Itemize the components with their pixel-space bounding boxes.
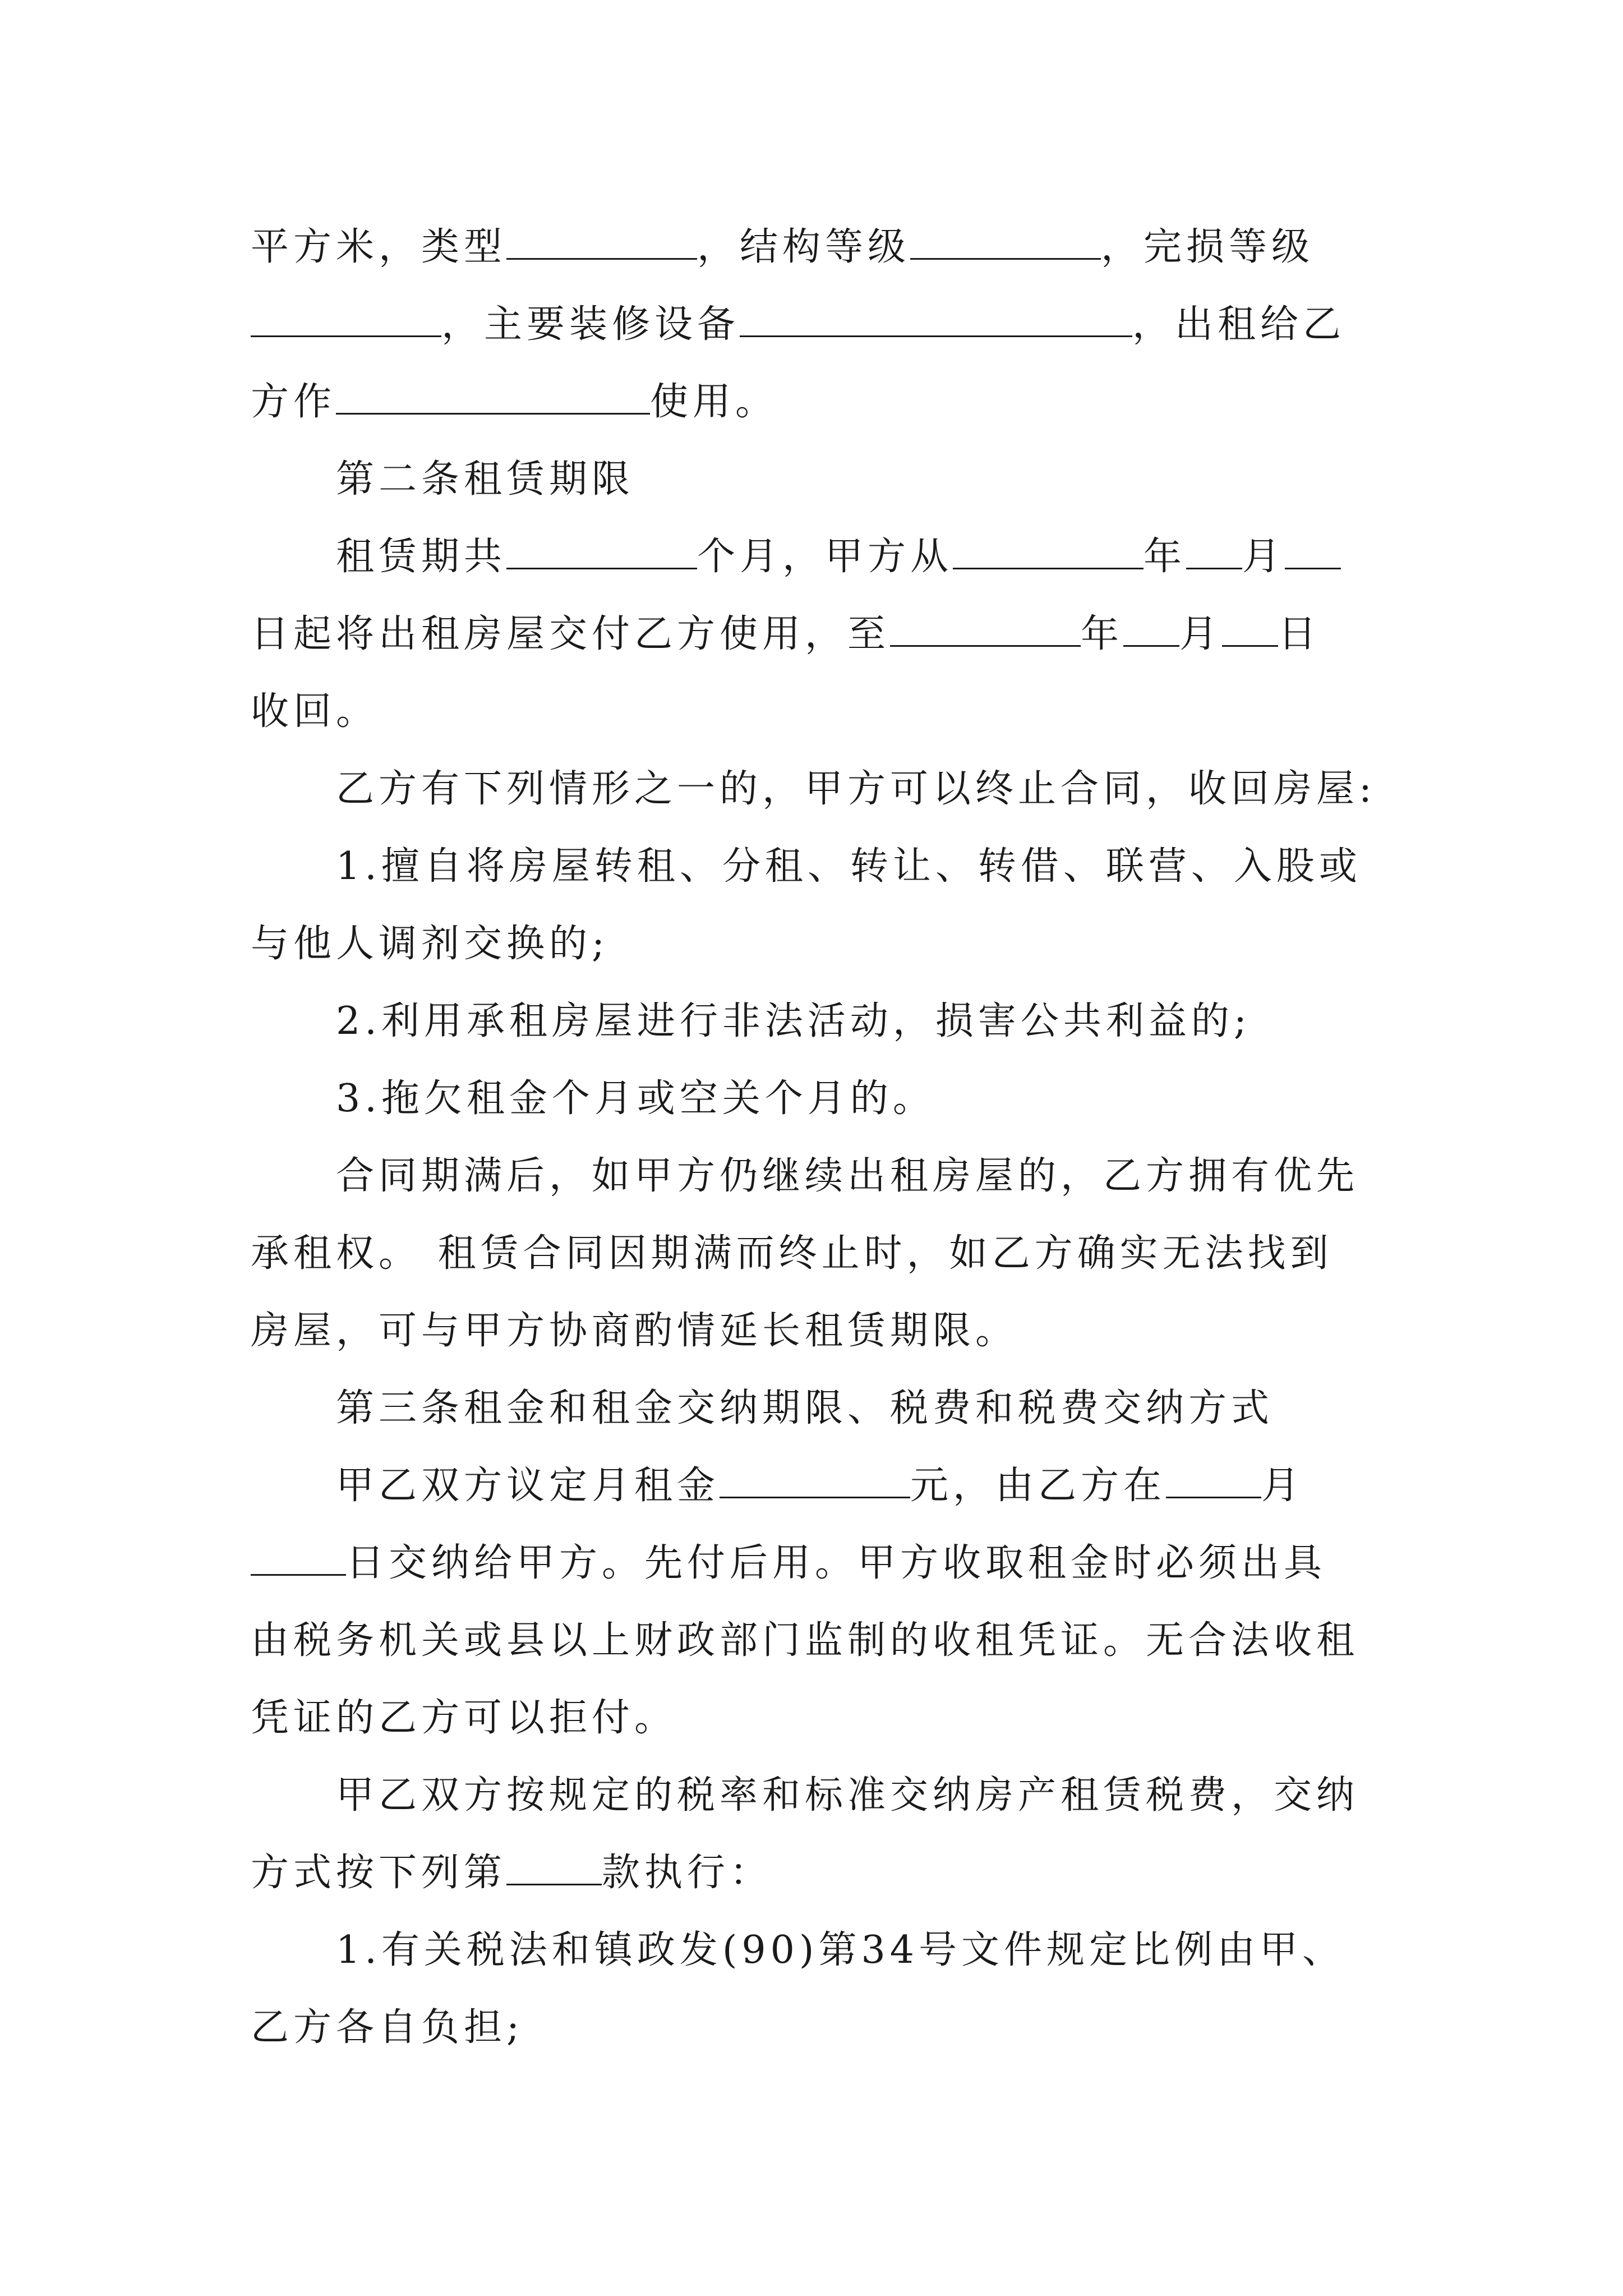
text-segment: 年 xyxy=(1144,535,1187,579)
text-segment: 平方米，类型 xyxy=(251,225,507,269)
text-line: 承租权。 租赁合同因期满而终止时，如乙方确实无法找到 xyxy=(251,1231,1333,1276)
fill-blank xyxy=(740,296,1132,337)
fill-blank xyxy=(1222,606,1278,647)
text-segment: ，结构等级 xyxy=(697,225,911,269)
text-segment: 日 xyxy=(1278,612,1321,656)
list-item: 1.有关税法和镇政发(90)第34号文件规定比例由甲、 xyxy=(336,1928,1345,1972)
text-line xyxy=(251,518,1395,596)
text-segment: 使用。 xyxy=(650,380,778,424)
text-line: 与他人调剂交换的; xyxy=(251,922,609,966)
text-line xyxy=(251,364,1395,441)
text-segment: 款执行： xyxy=(602,1851,773,1895)
text-segment: 月 xyxy=(1242,535,1285,579)
fill-blank xyxy=(1285,528,1341,569)
fill-blank xyxy=(506,1844,602,1885)
text-segment: 甲乙双方议定月租金 xyxy=(336,1464,720,1508)
text-line xyxy=(251,1834,1395,1912)
text-segment: 日起将出租房屋交付乙方使用，至 xyxy=(251,612,891,656)
fill-blank xyxy=(953,528,1144,569)
text-segment: 年 xyxy=(1081,612,1124,656)
fill-blank xyxy=(1166,1457,1261,1498)
text-segment: 方作 xyxy=(251,380,336,424)
text-line: 乙方各自负担; xyxy=(251,2005,524,2050)
fill-blank xyxy=(506,219,697,260)
text-line xyxy=(251,596,1395,673)
text-line: 甲乙双方按规定的税率和标准交纳房产租赁税费，交纳 xyxy=(336,1773,1359,1818)
fill-blank xyxy=(1123,606,1179,647)
text-segment: ，主要装修设备 xyxy=(441,302,740,347)
list-item: 2.利用承租房屋进行非法活动，损害公共利益的; xyxy=(336,999,1251,1043)
text-segment: ，出租给乙 xyxy=(1132,302,1346,347)
text-line: 房屋，可与甲方协商酌情延长租赁期限。 xyxy=(251,1309,1018,1353)
text-line xyxy=(251,209,1395,286)
text-line: 凭证的乙方可以拒付。 xyxy=(251,1696,677,1740)
fill-blank xyxy=(506,528,697,569)
text-segment: 元，由乙方在 xyxy=(910,1464,1166,1508)
fill-blank xyxy=(251,1535,346,1576)
text-segment: 个月，甲方从 xyxy=(697,535,953,579)
text-line xyxy=(251,1447,1395,1525)
text-line: 乙方有下列情形之一的，甲方可以终止合同，收回房屋: xyxy=(336,767,1376,811)
text-line: 由税务机关或县以上财政部门监制的收租凭证。无合法收租 xyxy=(251,1618,1359,1663)
text-segment: 月 xyxy=(1179,612,1223,656)
text-segment: 租赁期共 xyxy=(336,535,507,579)
fill-blank xyxy=(890,606,1081,647)
text-segment: 月 xyxy=(1261,1464,1304,1508)
list-item: 3.拖欠租金个月或空关个月的。 xyxy=(336,1076,935,1121)
fill-blank xyxy=(1186,528,1242,569)
text-line: 合同期满后，如甲方仍继续出租房屋的，乙方拥有优先 xyxy=(336,1154,1359,1198)
fill-blank xyxy=(720,1457,910,1498)
fill-blank xyxy=(251,296,441,337)
text-line xyxy=(251,286,1395,364)
list-item: 1.擅自将房屋转租、分租、转让、转借、联营、入股或 xyxy=(336,844,1362,889)
fill-blank xyxy=(910,219,1101,260)
section-heading: 第二条租赁期限 xyxy=(336,457,635,501)
text-segment: 方式按下列第 xyxy=(251,1851,507,1895)
section-heading: 第三条租金和租金交纳期限、税费和税费交纳方式 xyxy=(336,1386,1274,1430)
text-line: 收回。 xyxy=(251,689,379,734)
text-segment: ，完损等级 xyxy=(1101,225,1315,269)
fill-blank xyxy=(336,374,650,415)
contract-body xyxy=(251,209,1395,2067)
text-segment: 日交纳给甲方。先付后用。甲方收取租金时必须出具 xyxy=(346,1541,1327,1585)
text-line xyxy=(251,1525,1395,1602)
